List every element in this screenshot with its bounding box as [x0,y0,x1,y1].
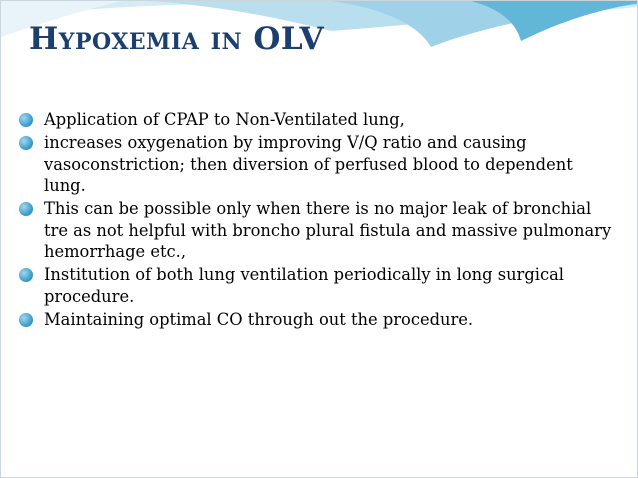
circle-bullet-icon [18,201,34,217]
bullet-text: Institution of both lung ventilation periodically in long surgical procedure. [44,265,565,306]
circle-bullet-icon [18,312,34,328]
bullet-list [17,109,613,332]
bullet-item [17,309,613,331]
bullet-item [17,198,613,263]
circle-bullet-icon [18,267,34,283]
bullet-text: This can be possible only when there is no major leak of bronchial tre as not helpful with broncho plural fistula and massive pulmonary hemorrhage etc., [44,199,612,261]
bullet-text: increases oxygenation by improving V/Q ratio and causing vasoconstriction; then diversion of perfused blood to dependent lung. [44,133,573,195]
bullet-text: Maintaining optimal CO through out the procedure. [44,309,474,329]
circle-bullet-icon [18,135,34,151]
slide-title: Hypoxemia in OLV [29,21,325,57]
bullet-item [17,132,613,197]
circle-bullet-icon [18,112,34,128]
bullet-item [17,264,613,307]
bullet-text: Application of CPAP to Non-Ventilated lung, [44,110,405,129]
bullet-item [17,109,613,131]
